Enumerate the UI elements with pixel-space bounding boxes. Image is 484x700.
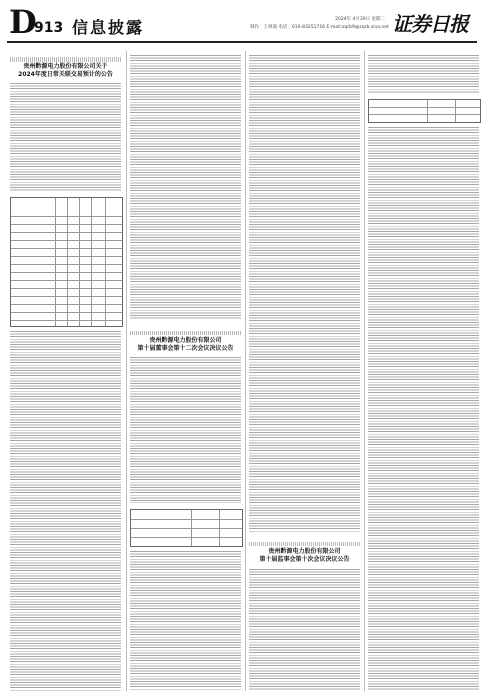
headline-line-1: 贵州黔源电力股份有限公司 bbox=[149, 337, 222, 344]
column-divider bbox=[245, 51, 246, 691]
section-letter: D bbox=[9, 3, 37, 41]
column-1 bbox=[10, 51, 121, 691]
body-text-block bbox=[249, 569, 360, 691]
body-text-block bbox=[130, 551, 241, 691]
stock-code-line bbox=[130, 331, 241, 335]
body-text-block bbox=[368, 55, 479, 93]
headline-line-1: 贵州黔源电力股份有限公司 bbox=[268, 548, 341, 555]
headline-line-1: 贵州黔源电力股份有限公司关于 bbox=[23, 63, 108, 70]
column-divider bbox=[126, 51, 127, 691]
body-text-block bbox=[368, 127, 479, 691]
headline-line-2: 2024年度日常关联交易预计的公告 bbox=[18, 71, 113, 78]
column-2 bbox=[130, 51, 241, 691]
section-title: 信息披露 bbox=[72, 18, 145, 37]
section-number: 913 bbox=[34, 20, 64, 36]
date-line: 2024年 4月30日 星期二 bbox=[335, 17, 385, 22]
headline-line-2: 第十届董事会第十二次会议决议公告 bbox=[137, 345, 234, 352]
newspaper-logo: 证券日报 bbox=[392, 12, 468, 36]
body-text-block bbox=[10, 331, 121, 691]
body-text-block bbox=[130, 55, 241, 319]
data-table bbox=[368, 99, 481, 123]
voting-results-table bbox=[130, 509, 243, 547]
article-headline bbox=[130, 337, 241, 353]
masthead bbox=[0, 0, 484, 44]
body-text-block bbox=[249, 55, 360, 533]
body-text-block bbox=[130, 357, 241, 503]
column-3 bbox=[249, 51, 360, 691]
article-headline bbox=[10, 63, 121, 79]
column-4 bbox=[368, 51, 479, 691]
headline-line-2: 第十届监事会第十次会议决议公告 bbox=[259, 556, 350, 563]
related-transactions-table bbox=[10, 197, 123, 327]
body-text-block bbox=[10, 83, 121, 191]
contact-line: 制作：王翠菊 电话：010-83251716 E-mail:zqrb9@zqrb.sina.net bbox=[250, 25, 389, 30]
column-divider bbox=[364, 51, 365, 691]
article-headline bbox=[249, 548, 360, 564]
stock-code-line bbox=[10, 57, 121, 62]
masthead-rule bbox=[7, 41, 477, 43]
stock-code-line bbox=[249, 542, 360, 546]
